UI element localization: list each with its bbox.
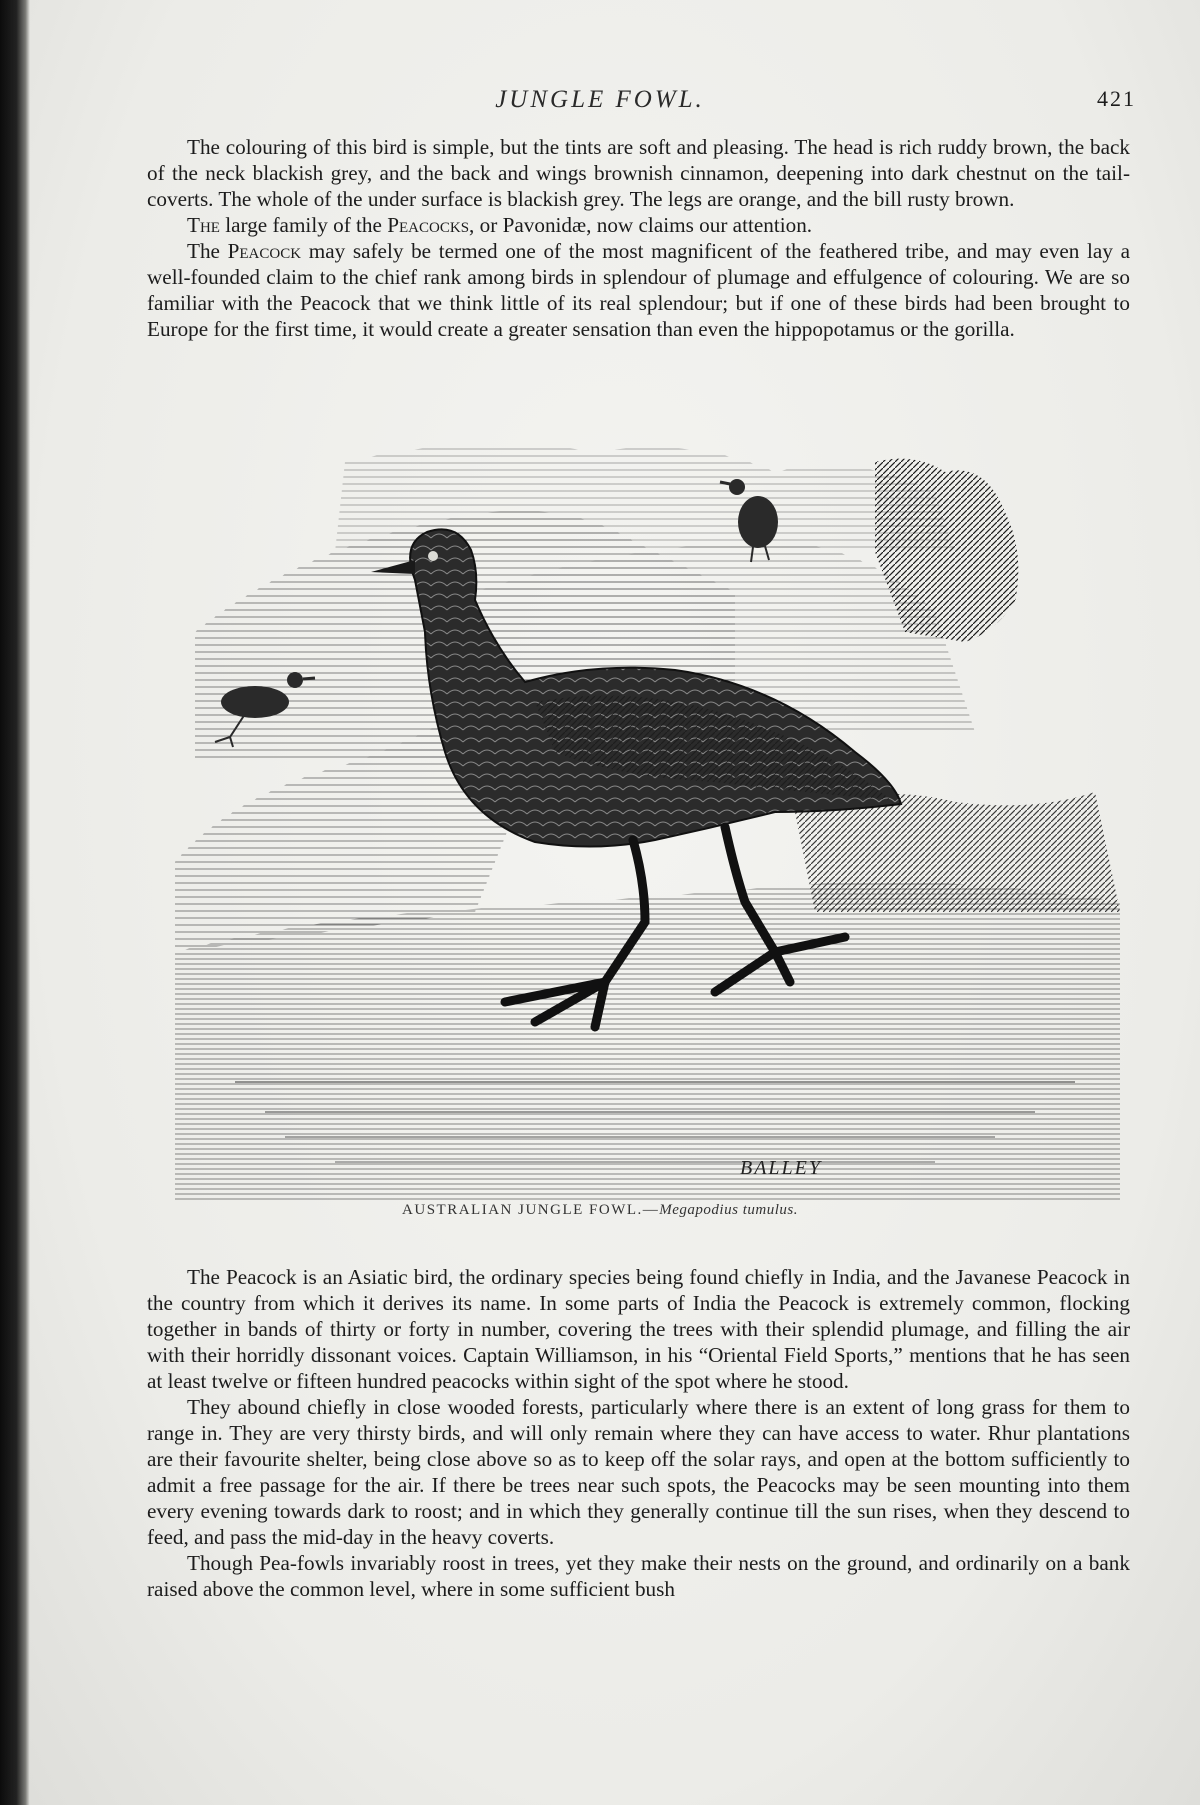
engraving-australian-jungle-fowl (175, 432, 1120, 1202)
paragraph-text: The (187, 239, 228, 263)
page-number: 421 (1097, 86, 1136, 111)
paragraph-forests: They abound chiefly in close wooded forests, particularly where there is an extent of long grass for them to range in. They are very thirsty birds, and will only remain where they can have access to water. Rhur plantations are their favourite shelter, being close above so as to keep off the solar rays, and open at the bottom sufficiently to admit a free passage for the air. If there be trees near such spots, the Peacocks may be seen mounting into them every evening towards dark to roost; and in which they generally continue till the sun rises, when they descend to feed, and pass the mid-day in the heavy coverts. (147, 1395, 1130, 1549)
paragraph-text: large family of the (219, 213, 388, 237)
paragraph-text: , or Pavonidæ, now claims our attention. (469, 213, 813, 237)
small-caps-peacock: Peacock (227, 239, 302, 263)
paragraph-asiatic-bird: The Peacock is an Asiatic bird, the ordinary species being found chiefly in India, and the Javanese Peacock in the country from which it derives its name. In some parts of India the Peacock is extremely common, flocking together in bands of thirty or forty in number, covering the trees with their splendid plumage, and filling the air with their horridly dissonant voices. Captain Williamson, in his “Oriental Field Sports,” mentions that he has seen at least twelve or fifteen hundred peacocks within sight of the spot where he stood. (147, 1265, 1130, 1393)
small-caps-the: The (187, 213, 220, 237)
text-block-bottom (147, 1264, 1130, 1602)
paragraph-peacock-intro (147, 238, 1130, 342)
engraving-illustration (175, 432, 1120, 1202)
figure-caption (0, 1202, 1200, 1219)
page-binding-edge (0, 0, 30, 1805)
running-head (0, 86, 1200, 126)
caption-title: AUSTRALIAN JUNGLE FOWL.— (402, 1202, 660, 1218)
paragraph-peacock-family (147, 212, 1130, 238)
paragraph-colouring: The colouring of this bird is simple, but the tints are soft and pleasing. The head is rich ruddy brown, the back of the neck blackish grey, and the back and wings brownish cinnamon, deepening into dark chestnut on the tail-coverts. The whole of the under surface is blackish grey. The legs are orange, and the bill rusty brown. (147, 135, 1130, 211)
text-block-top (147, 134, 1130, 342)
artist-signature: BALLEY (740, 1157, 823, 1179)
paragraph-nests: Though Pea-fowls invariably roost in trees, yet they make their nests on the ground, and ordinarily on a bank raised above the common level, where in some sufficient bush (147, 1551, 1130, 1601)
caption-latin-name: Megapodius tumulus. (659, 1202, 798, 1218)
small-caps-peacocks: Peacocks (387, 213, 470, 237)
paragraph-text: may safely be termed one of the most magnificent of the feathered tribe, and may even lay a well-founded claim to the chief rank among birds in splendour of plumage and effulgence of colouring. We are so familiar with the Peacock that we think little of its real splendour; but if one of these birds had been brought to Europe for the first time, it would create a greater sensation than even the hippopotamus or the gorilla. (147, 239, 1130, 341)
running-title: JUNGLE FOWL. (495, 86, 705, 113)
